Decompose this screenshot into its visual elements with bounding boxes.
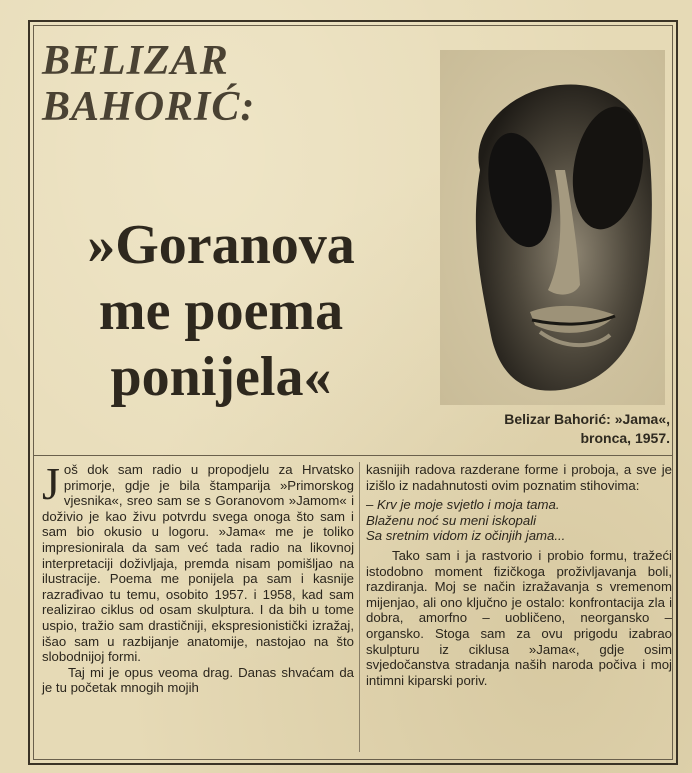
poem-line: – Krv je moje svjetlo i moja tama. xyxy=(366,497,560,513)
article-column-left xyxy=(42,458,354,696)
author-name xyxy=(42,38,372,130)
headline-line-2: me poema xyxy=(98,280,344,342)
headline-line-3: ponijela« xyxy=(110,346,332,408)
drop-cap: J xyxy=(42,458,60,509)
article-column-right xyxy=(366,462,672,688)
section-divider xyxy=(34,455,672,456)
author-name-line-2: BAHORIĆ: xyxy=(42,84,256,130)
headline xyxy=(56,212,386,410)
column-divider xyxy=(359,462,360,752)
article-paragraph xyxy=(42,458,354,665)
article-paragraph: kasnijih radova razderane forme i proboja, a sve je izišlo iz nadahnutosti ovim poznatim stihovima: xyxy=(366,462,672,493)
photo-caption xyxy=(430,410,670,448)
article-paragraph: Tako sam i ja rastvorio i probio formu, tražeći istodobno moment fizičkoga proživljavanja boli, razdiranja. Moj se način izražavanja s vremenom mijenjao, ali ono ključno je ostalo: konfrontacija zla i dobra, amorfno – uobličeno, neorgansko – organsko. Stoga sam za ovu prigodu izabrao skulpturu iz ciklusa »Jama«, gdje osim svjedočanstva stradanja naših naroda počiva i moj intimni kiparski poriv. xyxy=(366,547,672,688)
caption-line-1: Belizar Bahorić: »Jama«, xyxy=(504,411,670,427)
sculpture-photo xyxy=(440,50,665,405)
author-name-line-1: BELIZAR xyxy=(42,38,229,84)
headline-line-1: »Goranova xyxy=(87,214,355,276)
poem-line: Blaženu noć su meni iskopali xyxy=(366,512,537,528)
paragraph-text: oš dok sam radio u propodjelu za Hrvatsko primorje, gdje je bila štamparija »Primorskog vjesnika«, sreo sam se s Goranovom »Jamom« i doživio je kao živu potvrdu svega onoga što sam i sam bio okusio u logoru. »Jama« me je toliko impresionirala da sam već tada radio na likovnoj interpretaciji doživljaja, premda nisam pomišljao na ilustracije. Poema me ponijela pa sam i kasnije razrađivao tu temu, osobito 1957. i 1958, kad sam realizirao ciklus od osam skulptura. I da bih u tome uspio, tražio sam drastičniji, ekspresionistički izražaj, išao sam u razbijanje anatomije, nastojao na što slobodnijoj formi. xyxy=(42,462,354,665)
article-paragraph: Taj mi je opus veoma drag. Danas shvaćam da je tu početak mnogih mojih xyxy=(42,664,354,696)
caption-line-2: bronca, 1957. xyxy=(580,430,670,446)
poem-quote xyxy=(366,497,672,544)
poem-line: Sa sretnim vidom iz očinjih jama... xyxy=(366,528,566,544)
sculpture-mask-image xyxy=(440,50,665,405)
